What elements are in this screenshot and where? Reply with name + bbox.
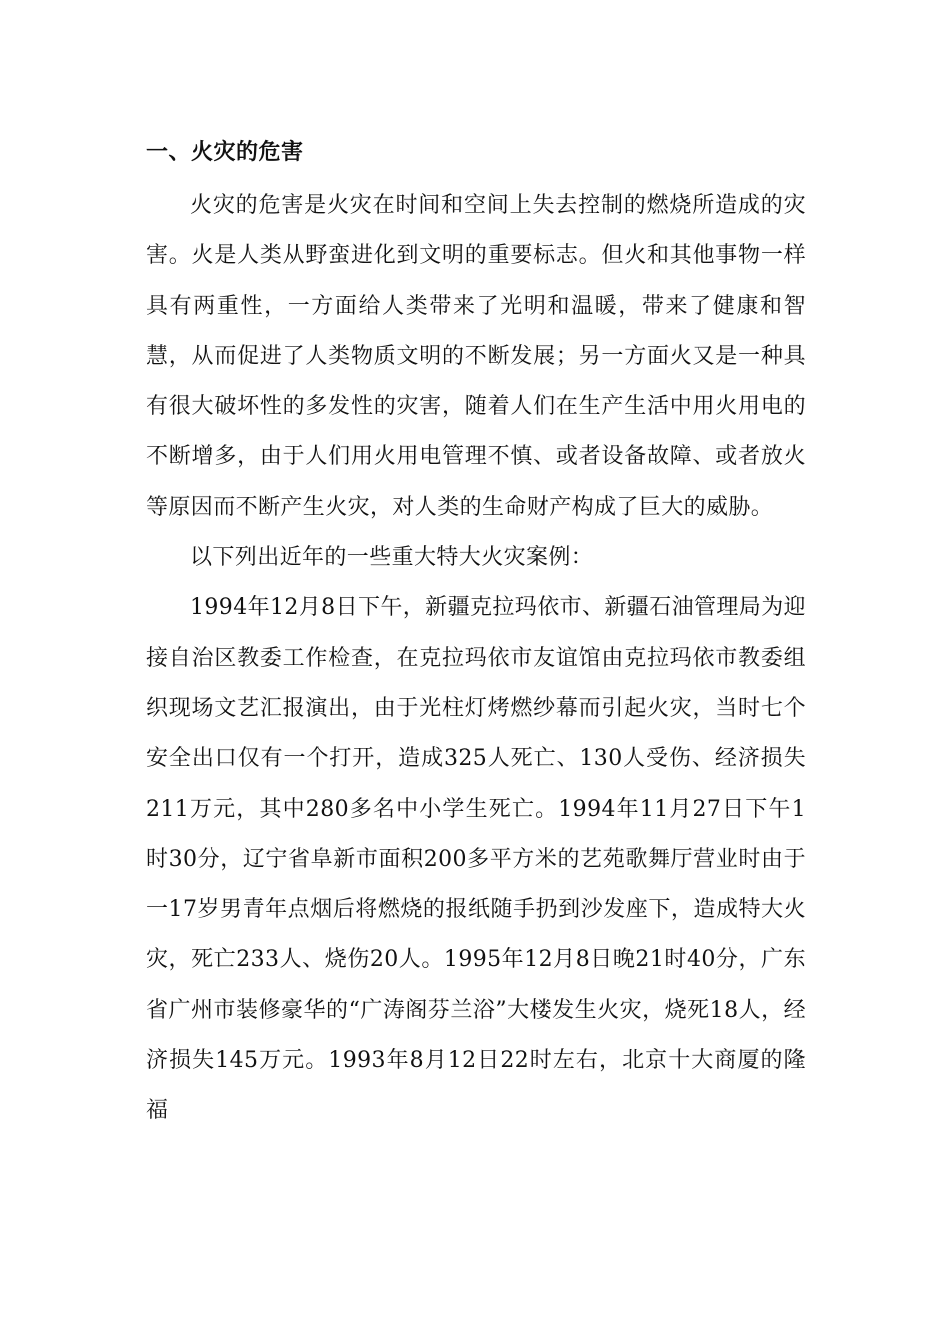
paragraph-fire-hazard: 火灾的危害是火灾在时间和空间上失去控制的燃烧所造成的灾害。火是人类从野蛮进化到文明的重要标志。但火和其他事物一样具有两重性，一方面给人类带来了光明和温暖，带来了健康和智慧，从而促进了人类物质文明的不断发展；另一方面火又是一种具有很大破坏性的多发性的灾害，随着人们在生产生活中用火用电的不断增多，由于人们用火用电管理不慎、或者设备故障、或者放火等原因而不断产生火灾，对人类的生命财产构成了巨大的威胁。 — [146, 193, 806, 520]
paragraph-case-intro: 以下列出近年的一些重大特大火灾案例： — [190, 545, 594, 571]
document-body — [146, 133, 806, 1137]
paragraph-case-list: 1994年12月8日下午，新疆克拉玛依市、新疆石油管理局为迎接自治区教委工作检查，在克拉玛依市友谊馆由克拉玛依市教委组织现场文艺汇报演出，由于光柱灯烤燃纱幕而引起火灾，当时七个安全出口仅有一个打开，造成325人死亡、130人受伤、经济损失211万元，其中280多名中小学生死亡。1994年11月27日下午1时30分，辽宁省阜新市面积200多平方米的艺苑歌舞厅营业时由于一17岁男青年点烟后将燃烧的报纸随手扔到沙发座下，造成特大火灾，死亡233人、烧伤20人。1995年12月8日晚21时40分，广东省广州市装修豪华的“广涛阁芬兰浴”大楼发生火灾，烧死18人，经济损失145万元。1993年8月12日22时左右，北京十大商厦的隆福 — [146, 595, 806, 1124]
section-heading: 一、火灾的危害 — [146, 140, 304, 165]
